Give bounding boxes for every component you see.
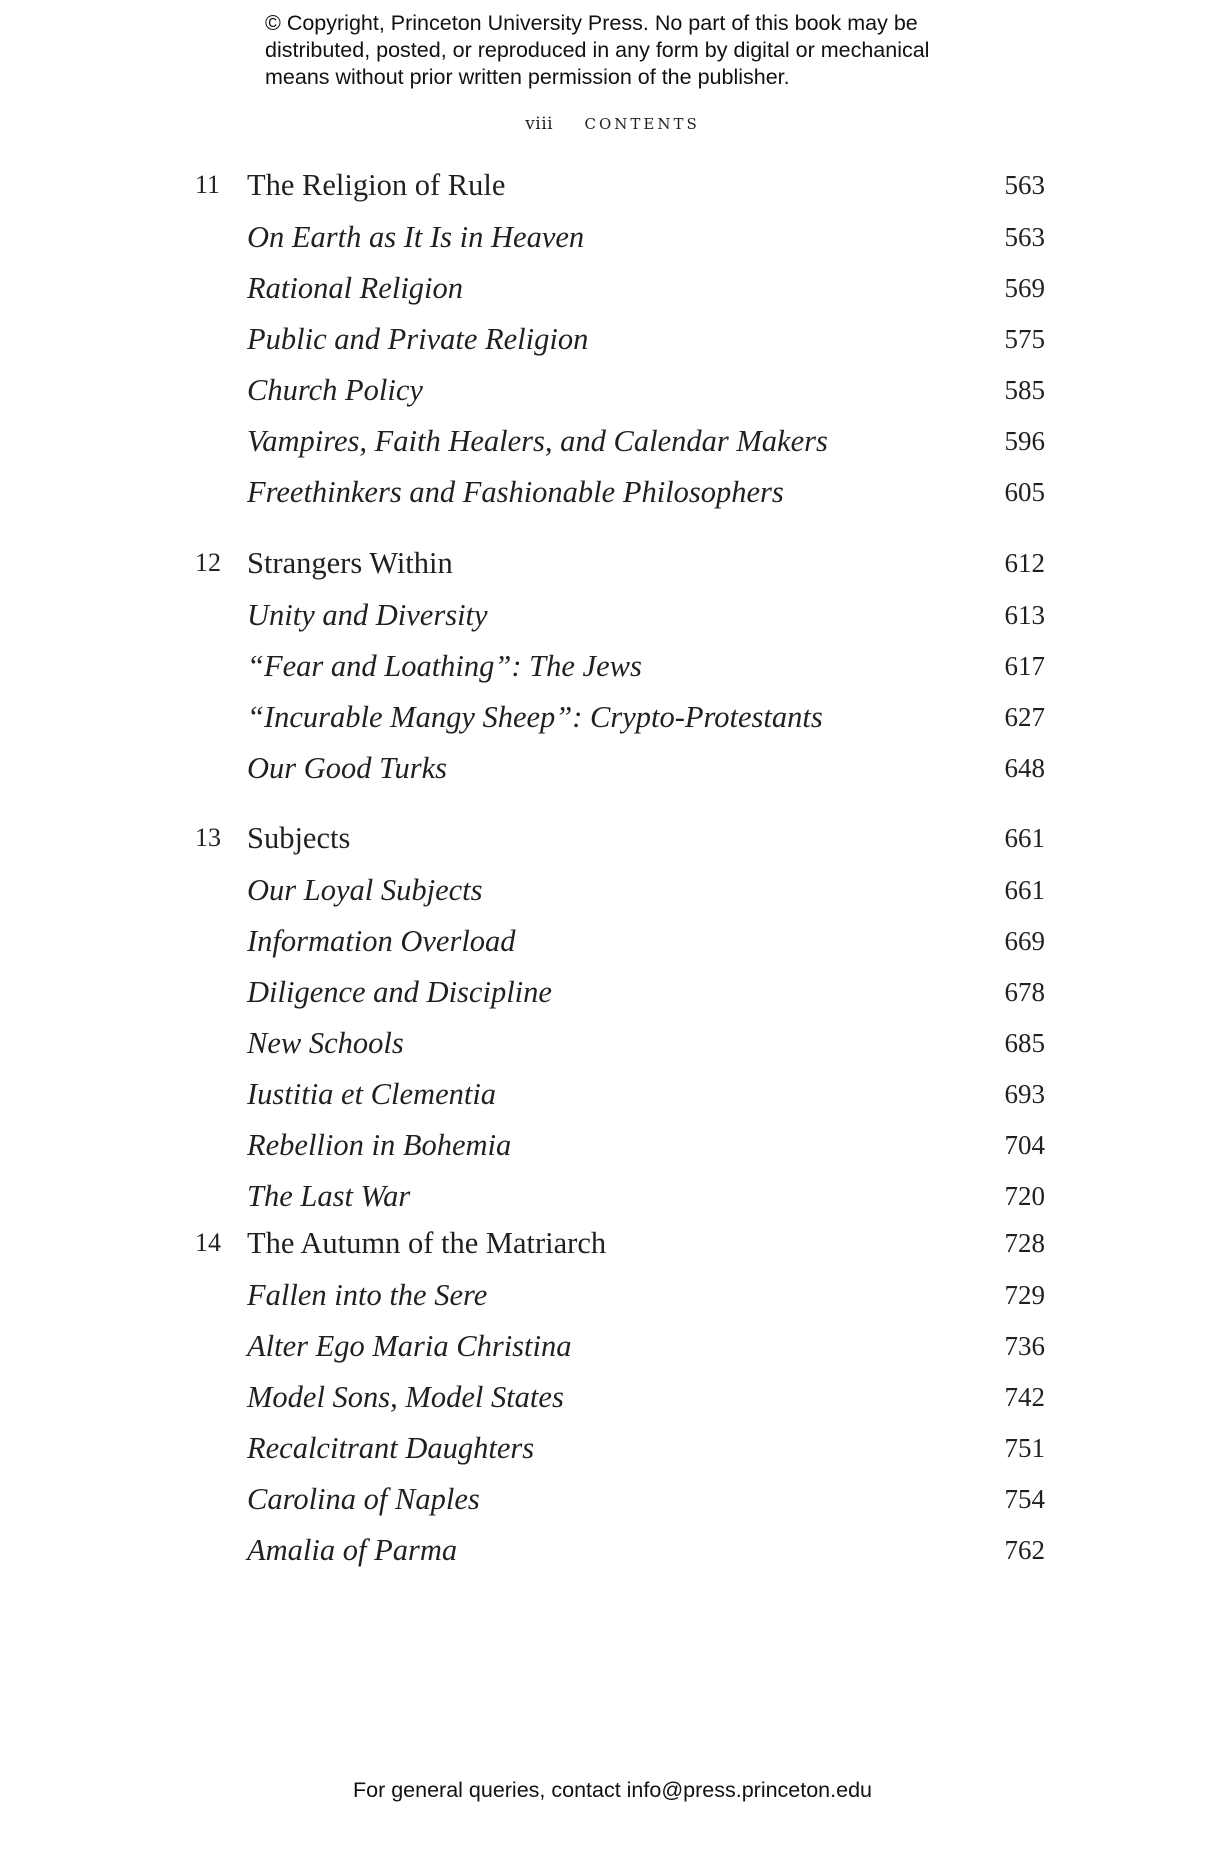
section-entry <box>0 1018 1225 1068</box>
section-page-number: 736 <box>1004 1331 1045 1361</box>
section-page-number: 585 <box>1004 375 1045 405</box>
chapter-entry <box>0 160 1225 210</box>
chapter-number: 11 <box>195 170 221 199</box>
section-entry <box>0 365 1225 415</box>
section-entry <box>0 967 1225 1017</box>
copyright-line: © Copyright, Princeton University Press. No part of this book may be <box>265 11 918 35</box>
section-page-number: 704 <box>1004 1130 1045 1160</box>
section-page-number: 569 <box>1004 273 1045 303</box>
chapter-number: 13 <box>195 823 221 852</box>
chapter-page-number: 661 <box>1004 823 1045 853</box>
chapter-entry <box>0 538 1225 588</box>
section-title: New Schools <box>247 1026 404 1060</box>
chapter-page-number: 612 <box>1004 548 1045 578</box>
section-page-number: 762 <box>1004 1535 1045 1565</box>
section-title: Carolina of Naples <box>247 1482 480 1516</box>
running-head <box>0 112 1225 136</box>
section-title: Alter Ego Maria Christina <box>247 1329 572 1363</box>
footer-contact: For general queries, contact info@press.princeton.edu <box>352 1778 872 1802</box>
section-page-number: 685 <box>1004 1028 1045 1058</box>
section-page-number: 613 <box>1004 600 1045 630</box>
section-title: Iustitia et Clementia <box>247 1077 497 1111</box>
section-entry <box>0 1474 1225 1524</box>
section-entry <box>0 1525 1225 1575</box>
chapter-number: 12 <box>195 548 221 577</box>
section-entry <box>0 314 1225 364</box>
section-entry <box>0 416 1225 466</box>
section-entry <box>0 1423 1225 1473</box>
section-entry <box>0 641 1225 691</box>
section-page-number: 751 <box>1004 1433 1045 1463</box>
section-page-number: 563 <box>1004 222 1045 252</box>
section-title: Information Overload <box>247 924 516 958</box>
section-entry <box>0 1372 1225 1422</box>
chapter-page-number: 563 <box>1004 170 1045 200</box>
section-title: Unity and Diversity <box>247 598 488 632</box>
chapter-title: Strangers Within <box>247 546 453 580</box>
section-title: Fallen into the Sere <box>247 1278 488 1312</box>
section-page-number: 729 <box>1004 1280 1045 1310</box>
chapter-page-number: 728 <box>1004 1228 1045 1258</box>
copyright-notice <box>265 10 985 91</box>
section-page-number: 617 <box>1004 651 1045 681</box>
chapter-title: The Religion of Rule <box>247 168 506 202</box>
running-head-title: CONTENTS <box>584 115 700 133</box>
chapter-number: 14 <box>195 1228 221 1257</box>
section-title: Church Policy <box>247 373 423 407</box>
section-title: Recalcitrant Daughters <box>247 1431 535 1465</box>
section-entry <box>0 1120 1225 1170</box>
section-title: “Fear and Loathing”: The Jews <box>247 649 642 683</box>
chapter-entry <box>0 1218 1225 1268</box>
section-entry <box>0 1069 1225 1119</box>
copyright-line: means without prior written permission of the publisher. <box>265 65 790 89</box>
page-folio: viii <box>525 114 554 134</box>
section-page-number: 605 <box>1004 477 1045 507</box>
section-page-number: 669 <box>1004 926 1045 956</box>
section-title: Rebellion in Bohemia <box>247 1128 512 1162</box>
section-title: Freethinkers and Fashionable Philosophers <box>247 475 784 509</box>
section-page-number: 754 <box>1004 1484 1045 1514</box>
section-title: “Incurable Mangy Sheep”: Crypto-Protestants <box>247 700 823 734</box>
section-entry <box>0 467 1225 517</box>
section-page-number: 661 <box>1004 875 1045 905</box>
section-entry <box>0 590 1225 640</box>
section-entry <box>0 212 1225 262</box>
section-entry <box>0 692 1225 742</box>
section-title: Amalia of Parma <box>247 1533 458 1567</box>
section-entry <box>0 865 1225 915</box>
section-title: Rational Religion <box>247 271 464 305</box>
section-title: Diligence and Discipline <box>247 975 552 1009</box>
section-entry <box>0 1270 1225 1320</box>
section-page-number: 627 <box>1004 702 1045 732</box>
section-title: Our Good Turks <box>247 751 447 785</box>
section-title: Model Sons, Model States <box>247 1380 564 1414</box>
chapter-entry <box>0 813 1225 863</box>
section-page-number: 596 <box>1004 426 1045 456</box>
section-title: Public and Private Religion <box>247 322 589 356</box>
section-entry <box>0 1171 1225 1221</box>
chapter-title: The Autumn of the Matriarch <box>247 1226 607 1260</box>
section-title: The Last War <box>247 1179 411 1213</box>
section-entry <box>0 743 1225 793</box>
section-entry <box>0 916 1225 966</box>
section-title: On Earth as It Is in Heaven <box>247 220 585 254</box>
section-entry <box>0 263 1225 313</box>
section-page-number: 742 <box>1004 1382 1045 1412</box>
section-entry <box>0 1321 1225 1371</box>
chapter-title: Subjects <box>247 821 351 855</box>
section-title: Our Loyal Subjects <box>247 873 483 907</box>
section-page-number: 720 <box>1004 1181 1045 1211</box>
section-page-number: 678 <box>1004 977 1045 1007</box>
section-page-number: 575 <box>1004 324 1045 354</box>
section-title: Vampires, Faith Healers, and Calendar Makers <box>247 424 828 458</box>
section-page-number: 648 <box>1004 753 1045 783</box>
section-page-number: 693 <box>1004 1079 1045 1109</box>
copyright-line: distributed, posted, or reproduced in any form by digital or mechanical <box>265 38 930 62</box>
